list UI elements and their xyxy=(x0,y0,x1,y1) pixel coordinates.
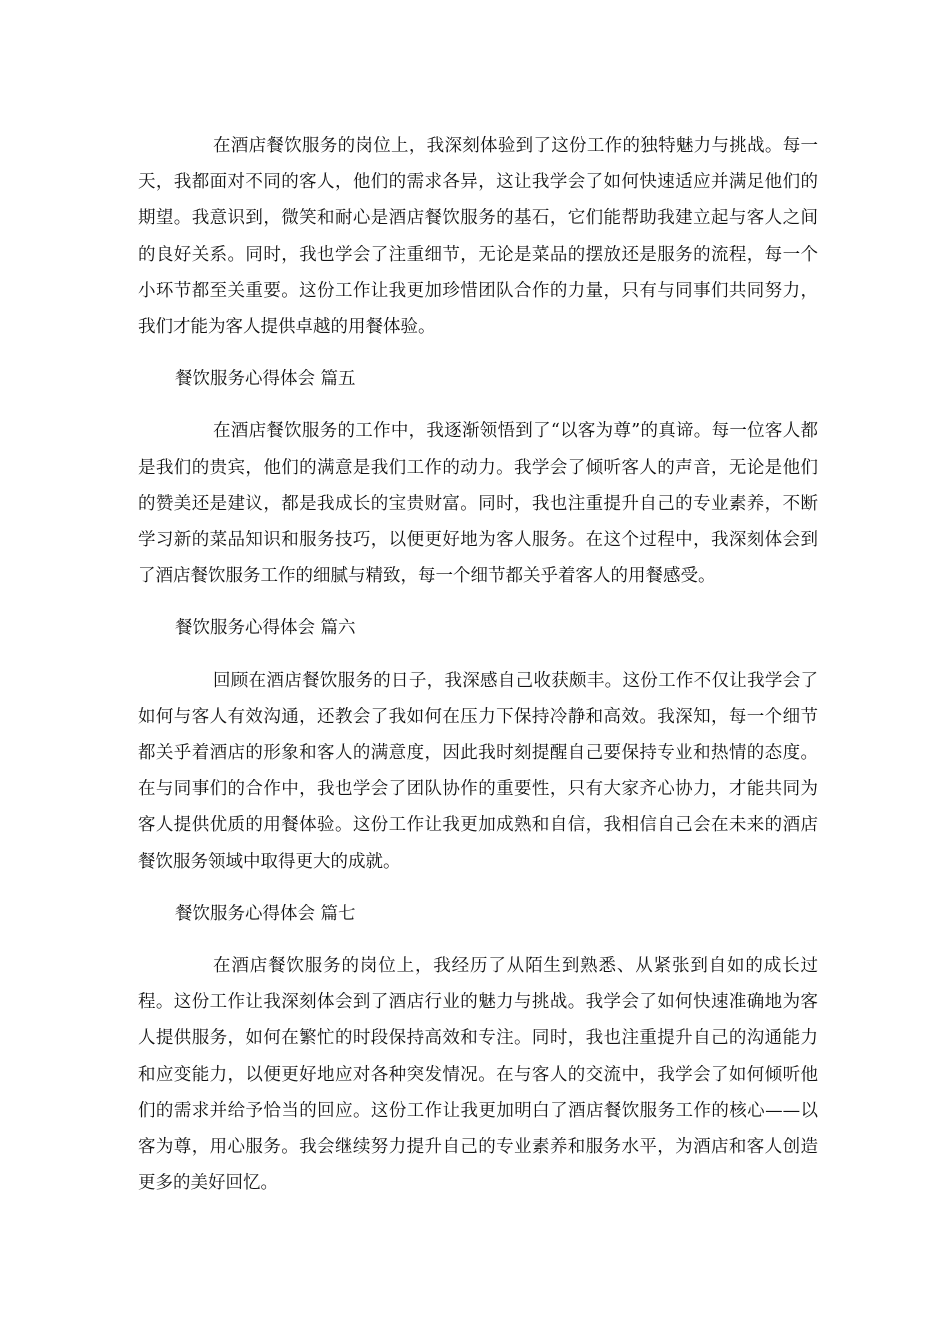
spacer xyxy=(138,397,818,413)
section-heading-7: 餐饮服务心得体会 篇七 xyxy=(175,903,356,924)
document-content xyxy=(138,128,818,1201)
spacer xyxy=(138,647,818,663)
spacer xyxy=(138,594,818,610)
paragraph-intro: 在酒店餐饮服务的岗位上，我深刻体验到了这份工作的独特魅力与挑战。每一天，我都面对不同的客人，他们的需求各异，这让我学会了如何快速适应并满足他们的期望。我意识到，微笑和耐心是酒店餐饮服务的基石，它们能帮助我建立起与客人之间的良好关系。同时，我也学会了注重细节，无论是菜品的摆放还是服务的流程，每一个小环节都至关重要。这份工作让我更加珍惜团队合作的力量，只有与同事们共同努力，我们才能为客人提供卓越的用餐体验。 xyxy=(138,136,818,338)
paragraph-section-6: 回顾在酒店餐饮服务的日子，我深感自己收获颇丰。这份工作不仅让我学会了如何与客人有效沟通，还教会了我如何在压力下保持冷静和高效。我深知，每一个细节都关乎着酒店的形象和客人的满意度，因此我时刻提醒自己要保持专业和热情的态度。在与同事们的合作中，我也学会了团队协作的重要性，只有大家齐心协力，才能共同为客人提供优质的用餐体验。这份工作让我更加成熟和自信，我相信自己会在未来的酒店餐饮服务领域中取得更大的成就。 xyxy=(138,670,818,872)
spacer xyxy=(138,345,818,361)
spacer xyxy=(138,880,818,896)
section-heading-6: 餐饮服务心得体会 篇六 xyxy=(175,618,356,639)
paragraph-section-7: 在酒店餐饮服务的岗位上，我经历了从陌生到熟悉、从紧张到自如的成长过程。这份工作让我深刻体会到了酒店行业的魅力与挑战。我学会了如何快速准确地为客人提供服务，如何在繁忙的时段保持高效和专注。同时，我也注重提升自己的沟通能力和应变能力，以便更好地应对各种突发情况。在与客人的交流中，我学会了如何倾听他们的需求并给予恰当的回应。这份工作让我更加明白了酒店餐饮服务工作的核心——以客为尊，用心服务。我会继续努力提升自己的专业素养和服务水平，为酒店和客人创造更多的美好回忆。 xyxy=(138,956,818,1194)
spacer xyxy=(138,932,818,948)
section-heading-5: 餐饮服务心得体会 篇五 xyxy=(175,369,356,390)
paragraph-section-5: 在酒店餐饮服务的工作中，我逐渐领悟到了“以客为尊”的真谛。每一位客人都是我们的贵宾，他们的满意是我们工作的动力。我学会了倾听客人的声音，无论是他们的赞美还是建议，都是我成长的宝贵财富。同时，我也注重提升自己的专业素养，不断学习新的菜品知识和服务技巧，以便更好地为客人服务。在这个过程中，我深刻体会到了酒店餐饮服务工作的细腻与精致，每一个细节都关乎着客人的用餐感受。 xyxy=(138,421,818,587)
